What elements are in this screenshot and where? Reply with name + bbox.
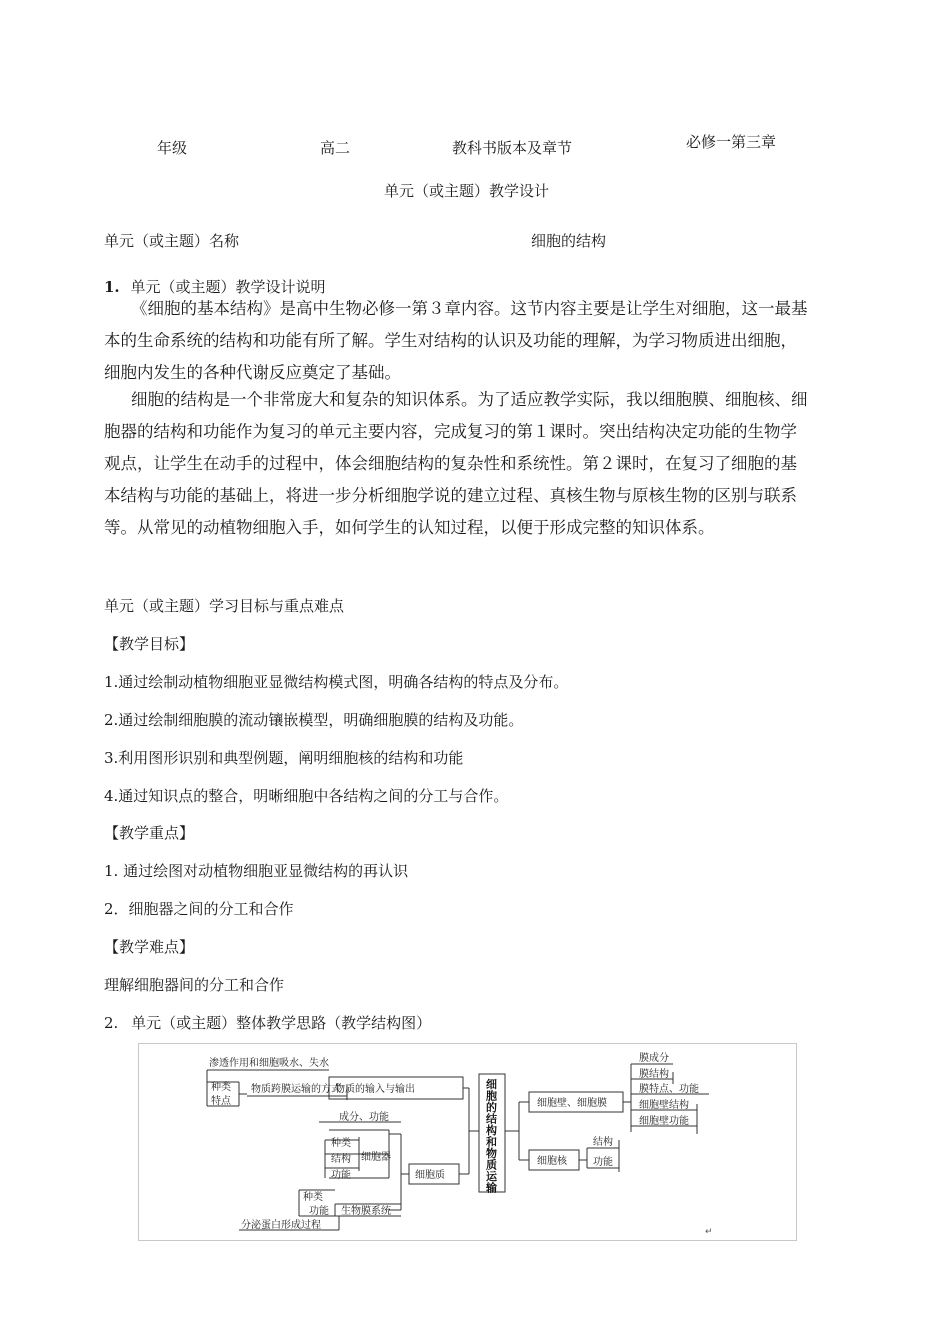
key-point-item: 2．细胞器之间的分工和合作 (104, 900, 294, 918)
diagram-center-char: 输 (486, 1181, 497, 1195)
paragraph-line: 胞器的结构和功能作为复习的单元主要内容，完成复习的第１课时。突出结构决定功能的生物学 (104, 422, 797, 441)
paragraph-line: 细胞的结构是一个非常庞大和复杂的知识体系。为了适应教学实际，我以细胞膜、细胞核、细 (131, 390, 808, 409)
paragraph-line: 本结构与功能的基础上，将进一步分析细胞学说的建立过程、真核生物与原核生物的区别与联系 (104, 486, 797, 505)
key-points-heading: 【教学重点】 (104, 824, 195, 842)
paragraph-line: 细胞内发生的各种代谢反应奠定了基础。 (104, 363, 401, 382)
diagram-wall-function: 细胞壁功能 (639, 1116, 689, 1127)
paragraph-line: 《细胞的基本结构》是高中生物必修一第３章内容。这节内容主要是让学生对细胞，这一最基 (131, 299, 808, 318)
diagram-nucleus: 细胞核 (537, 1156, 567, 1167)
diagram-membrane-structure: 膜结构 (639, 1069, 669, 1080)
paragraph-line: 等。从常见的动植物细胞入手，如何学生的认知过程，以便于形成完整的知识体系。 (104, 518, 715, 537)
diagram-return-mark: ↵ (705, 1227, 713, 1237)
section2-heading (104, 1012, 431, 1033)
diagram-membrane-kind: 种类 (303, 1192, 323, 1203)
section2-number: 2. (104, 1014, 119, 1032)
unit-name-value: 细胞的结构 (531, 232, 607, 250)
diagram-nucleus-function: 功能 (593, 1157, 613, 1168)
diagram-membrane-feature-function: 膜特点、功能 (639, 1084, 699, 1095)
section1-number: 1. (104, 278, 120, 296)
diagram-center-char: 细 (486, 1078, 497, 1091)
diagram-center-char: 的 (486, 1101, 497, 1114)
difficulty-item: 理解细胞器间的分工和合作 (104, 976, 285, 994)
objectives-heading: 【教学目标】 (104, 635, 195, 653)
key-point-item: 1. 通过绘图对动植物细胞亚显微结构的再认识 (104, 862, 409, 880)
diagram-nucleus-structure: 结构 (593, 1137, 613, 1148)
diagram-transport-mode: 物质跨膜运输的方式 (251, 1084, 341, 1095)
objective-item: 1.通过绘制动植物细胞亚显微结构模式图，明确各结构的特点及分布。 (104, 673, 569, 691)
diagram-cytoplasm: 细胞质 (415, 1170, 445, 1181)
diagram-organelle-function: 功能 (331, 1170, 351, 1181)
section1-paragraph-2 (104, 384, 849, 544)
diagram-kind-label: 种类 (211, 1082, 231, 1093)
section1-title: 单元（或主题）教学设计说明 (130, 278, 326, 296)
objective-item: 4.通过知识点的整合，明晰细胞中各结构之间的分工与合作。 (104, 787, 509, 805)
paragraph-line: 本的生命系统的结构和功能有所了解。学生对结构的认识及功能的理解，为学习物质进出细胞， (104, 331, 797, 350)
diagram-center-char: 和 (486, 1135, 497, 1149)
diagram-center-title (485, 1077, 498, 1195)
diagram-secretion-process: 分泌蛋白形成过程 (241, 1220, 321, 1231)
diagram-center-char: 质 (486, 1158, 497, 1172)
diagram-feature-label: 特点 (211, 1096, 231, 1107)
diagram-center-char: 构 (486, 1124, 497, 1137)
textbook-value: 必修一第三章 (686, 133, 777, 151)
diagram-organelle: 细胞器 (361, 1152, 391, 1163)
diagram-membrane-composition: 膜成分 (639, 1053, 669, 1064)
diagram-osmosis-note: 渗透作用和细胞吸水、失水 (209, 1058, 329, 1069)
diagram-membrane-function: 功能 (309, 1206, 329, 1217)
diagram-organelle-structure: 结构 (331, 1154, 351, 1165)
section2-title: 单元（或主题）整体教学思路（教学结构图） (131, 1014, 432, 1032)
textbook-label: 教科书版本及章节 (452, 139, 573, 157)
grade-value: 高二 (320, 139, 351, 157)
diagram-wall-structure: 细胞壁结构 (639, 1100, 689, 1111)
teaching-structure-diagram (138, 1043, 797, 1241)
diagram-input-output: 物质的输入与输出 (335, 1084, 415, 1095)
diagram-composition-function: 成分、功能 (339, 1112, 389, 1123)
difficulties-heading: 【教学难点】 (104, 938, 195, 956)
diagram-center-char: 胞 (486, 1089, 497, 1103)
grade-label: 年级 (157, 139, 188, 157)
diagram-wall-membrane: 细胞壁、细胞膜 (537, 1098, 607, 1109)
diagram-center-char: 物 (486, 1147, 497, 1160)
diagram-center-char: 运 (486, 1170, 497, 1183)
diagram-membrane-system: 生物膜系统 (341, 1206, 391, 1217)
unit-name-label: 单元（或主题）名称 (104, 232, 240, 250)
objective-item: 3.利用图形识别和典型例题，阐明细胞核的结构和功能 (104, 749, 464, 767)
diagram-center-char: 结 (486, 1112, 497, 1126)
diagram-organelle-kind: 种类 (331, 1138, 351, 1149)
goals-heading: 单元（或主题）学习目标与重点难点 (104, 597, 345, 615)
objective-item: 2.通过绘制细胞膜的流动镶嵌模型，明确细胞膜的结构及功能。 (104, 711, 524, 729)
paragraph-line: 观点，让学生在动手的过程中，体会细胞结构的复杂性和系统性。第２课时，在复习了细胞的基 (104, 454, 797, 473)
section1-paragraph-1 (104, 293, 849, 389)
doc-title: 单元（或主题）教学设计 (384, 182, 550, 200)
